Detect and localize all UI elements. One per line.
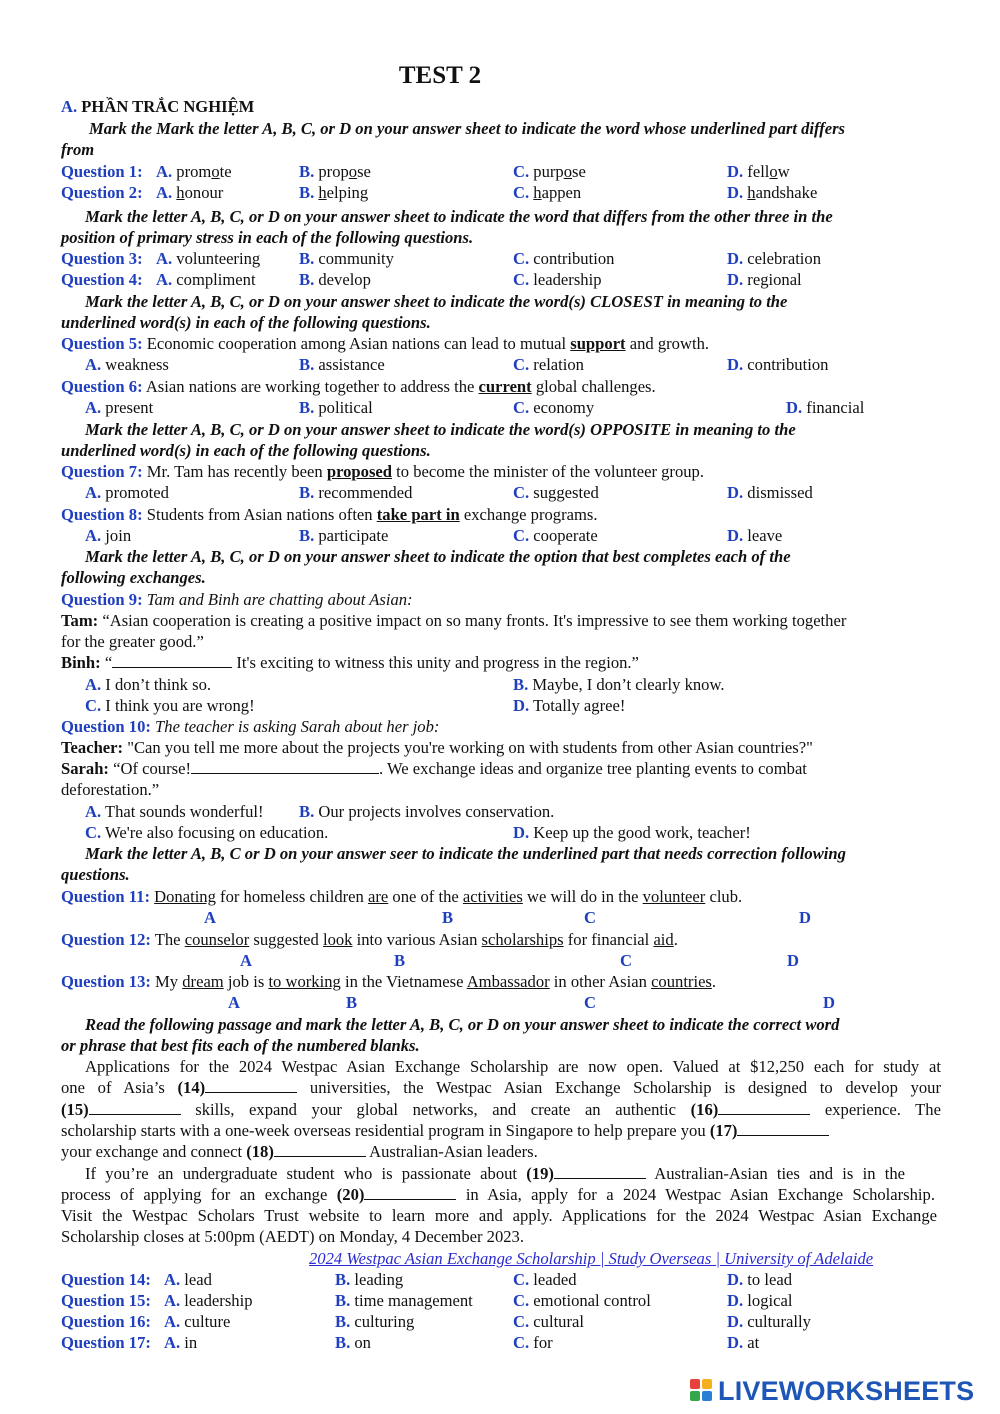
question-14 — [61, 1269, 941, 1290]
letter-d[interactable]: D — [823, 993, 835, 1012]
underlined-part-d[interactable]: aid — [653, 930, 674, 949]
underlined-part-b[interactable]: to working — [268, 972, 341, 991]
option-a[interactable]: A. culture — [164, 1312, 231, 1331]
instruction-exchange: Mark the letter A, B, C, or D on your answer sheet to indicate the option that best completes each of the — [85, 547, 791, 566]
option-d[interactable]: D. contribution — [727, 355, 829, 374]
question-6-options — [61, 397, 941, 418]
option-a[interactable]: A. promote — [156, 162, 232, 181]
question-9-options-row1 — [61, 674, 941, 695]
passage-line: (15) skills, expand your global networks, and create an authentic (16) experience. The — [61, 1100, 941, 1119]
option-b[interactable]: B. political — [299, 398, 373, 417]
question-10-options-row1 — [61, 801, 941, 822]
instruction-error: Mark the letter A, B, C or D on your answer seer to indicate the underlined part that needs correction following — [85, 844, 846, 863]
option-c[interactable]: C. purpose — [513, 162, 586, 181]
letter-b[interactable]: B — [394, 951, 406, 970]
option-b[interactable]: B. helping — [299, 183, 369, 202]
option-d[interactable]: D. Totally agree! — [513, 696, 626, 715]
passage-line: your exchange and connect (18) Australian-Asian leaders. — [61, 1142, 538, 1161]
instruction-closest: Mark the letter A, B, C, or D on your answer sheet to indicate the word(s) CLOSEST in meaning to the — [85, 292, 788, 311]
question-8-options — [61, 525, 941, 546]
option-d[interactable]: D. fellow — [727, 162, 790, 181]
question-label: Question 4: — [61, 270, 143, 289]
question-10-stem: Question 10: The teacher is asking Sarah about her job: — [61, 717, 440, 736]
option-b[interactable]: B. develop — [299, 270, 371, 289]
option-d[interactable]: D. financial — [786, 398, 865, 417]
option-d[interactable]: D. dismissed — [727, 483, 813, 502]
option-a[interactable]: A. promoted — [85, 483, 169, 502]
instruction-passage: Read the following passage and mark the letter A, B, C, or D on your answer sheet to indicate the correct word — [85, 1015, 840, 1034]
underlined-part-c[interactable]: scholarships — [481, 930, 564, 949]
blank-19[interactable] — [554, 1163, 646, 1179]
question-11-stem: Question 11: Donating for homeless children are one of the activities we will do in the volunteer club. — [61, 887, 743, 906]
page-title: TEST 2 — [398, 62, 482, 89]
question-13-letters — [61, 992, 941, 1013]
option-b[interactable]: B. leading — [335, 1270, 404, 1289]
option-c[interactable]: C. leadership — [513, 270, 602, 289]
question-6-stem: Question 6: Asian nations are working together to address the current global challenges. — [61, 377, 656, 396]
letter-d[interactable]: D — [799, 908, 811, 927]
option-a[interactable]: A. honour — [156, 183, 224, 202]
option-d[interactable]: D. to lead — [727, 1270, 792, 1289]
instruction-pronunciation: Mark the Mark the letter A, B, C, or D on your answer sheet to indicate the word whose underlined part differs — [89, 119, 846, 138]
option-d[interactable]: D. culturally — [727, 1312, 811, 1331]
question-4 — [61, 269, 941, 290]
answer-blank[interactable] — [112, 652, 232, 668]
letter-a[interactable]: A — [228, 993, 240, 1012]
option-a[interactable]: A. That sounds wonderful! — [85, 802, 264, 821]
logo-text: LIVEWORKSHEETS — [718, 1375, 975, 1406]
instruction-passage-cont: or phrase that best fits each of the numbered blanks. — [61, 1036, 420, 1055]
option-a[interactable]: A. volunteering — [156, 249, 261, 268]
option-a[interactable]: A. join — [85, 526, 132, 545]
blank-17[interactable] — [737, 1120, 829, 1136]
option-b[interactable]: B. propose — [299, 162, 371, 181]
question-label: Question 16: — [61, 1312, 151, 1331]
passage-line: process of applying for an exchange (20) in Asia, apply for a 2024 Westpac Asian Exchange Scholarship. — [61, 1185, 935, 1204]
passage-line: Applications for the 2024 Westpac Asian Exchange Scholarship are now open. Valued at $12,250 each for study at — [85, 1057, 941, 1076]
underlined-part-a[interactable]: Donating — [154, 887, 216, 906]
underlined-part-c[interactable]: Ambassador — [466, 972, 550, 991]
key-word: take part in — [376, 505, 460, 524]
letter-c[interactable]: C — [584, 993, 596, 1012]
option-c[interactable]: C. relation — [513, 355, 584, 374]
option-a[interactable]: A. in — [164, 1333, 198, 1352]
instruction-stress-cont: position of primary stress in each of the following questions. — [61, 228, 474, 247]
letter-a[interactable]: A — [240, 951, 252, 970]
blank-16[interactable] — [718, 1099, 810, 1115]
option-c[interactable]: C. cultural — [513, 1312, 584, 1331]
question-7-stem: Question 7: Mr. Tam has recently been proposed to become the minister of the volunteer group. — [61, 462, 704, 481]
key-word: support — [570, 334, 626, 353]
option-c[interactable]: C. suggested — [513, 483, 599, 502]
question-label: Question 3: — [61, 249, 143, 268]
question-11-letters — [61, 907, 941, 928]
option-c[interactable]: C. happen — [513, 183, 582, 202]
question-8-stem: Question 8: Students from Asian nations often take part in exchange programs. — [61, 505, 598, 524]
option-a[interactable]: A. I don’t think so. — [85, 675, 212, 694]
passage-line: If you’re an undergraduate student who is passionate about (19) Australian-Asian ties and is in the — [85, 1164, 906, 1183]
underlined-part-b[interactable]: are — [367, 887, 389, 906]
blank-15[interactable] — [89, 1099, 181, 1115]
question-13-stem: Question 13: My dream job is to working in the Vietnamese Ambassador in other Asian countries. — [61, 972, 717, 991]
question-2 — [61, 182, 941, 203]
dialogue-sarah-cont: deforestation.” — [61, 780, 160, 799]
dialogue-sarah: Sarah: “Of course! . We exchange ideas and organize tree planting events to combat — [61, 759, 807, 778]
question-1 — [61, 161, 941, 182]
question-label: Question 15: — [61, 1291, 151, 1310]
option-a[interactable]: A. lead — [164, 1270, 212, 1289]
underlined-part-c[interactable]: activities — [462, 887, 523, 906]
blank-20[interactable] — [364, 1184, 456, 1200]
option-a[interactable]: A. weakness — [85, 355, 169, 374]
underlined-part-a[interactable]: counselor — [184, 930, 250, 949]
instruction-opposite-cont: underlined word(s) in each of the following questions. — [61, 441, 431, 460]
blank-18[interactable] — [274, 1141, 366, 1157]
option-b[interactable]: B. on — [335, 1333, 371, 1352]
dialogue-tam: Tam: “Asian cooperation is creating a positive impact on so many fronts. It's impressive to see them working together — [61, 611, 847, 630]
option-d[interactable]: D. leave — [727, 526, 783, 545]
key-word: proposed — [326, 462, 393, 481]
option-c[interactable]: C. economy — [513, 398, 595, 417]
instruction-opposite: Mark the letter A, B, C, or D on your answer sheet to indicate the word(s) OPPOSITE in meaning to the — [85, 420, 796, 439]
option-d[interactable]: D. Keep up the good work, teacher! — [513, 823, 751, 842]
option-a[interactable]: A. present — [85, 398, 154, 417]
underlined-part-d[interactable]: volunteer — [642, 887, 706, 906]
option-d[interactable]: D. handshake — [727, 183, 818, 202]
question-17 — [61, 1332, 941, 1353]
instruction-exchange-cont: following exchanges. — [61, 568, 206, 587]
question-16 — [61, 1311, 941, 1332]
option-b[interactable]: B. Maybe, I don’t clearly know. — [513, 675, 725, 694]
question-label: Question 17: — [61, 1333, 151, 1352]
dialogue-tam-cont: for the greater good.” — [61, 632, 204, 651]
underlined-part-b[interactable]: look — [322, 930, 353, 949]
passage-line: one of Asia’s (14) universities, the Westpac Asian Exchange Scholarship is designed to develop your — [61, 1078, 942, 1097]
question-5-options — [61, 354, 941, 375]
passage-line: Visit the Westpac Scholars Trust website to learn more and apply. Applications for the 2024 Westpac Asian Exchange — [61, 1206, 937, 1225]
key-word: current — [478, 377, 532, 396]
option-a[interactable]: A. compliment — [156, 270, 256, 289]
option-b[interactable]: B. time management — [335, 1291, 473, 1310]
question-10-options-row2 — [61, 822, 941, 843]
question-7-options — [61, 482, 941, 503]
option-c[interactable]: C. leaded — [513, 1270, 577, 1289]
option-b[interactable]: B. recommended — [299, 483, 413, 502]
liveworksheets-logo — [690, 1376, 974, 1406]
option-b[interactable]: B. assistance — [299, 355, 385, 374]
option-b[interactable]: B. participate — [299, 526, 389, 545]
question-label: Question 1: — [61, 162, 143, 181]
logo-grid-icon — [690, 1379, 714, 1403]
option-d[interactable]: D. celebration — [727, 249, 822, 268]
letter-c[interactable]: C — [620, 951, 632, 970]
option-c[interactable]: C. cooperate — [513, 526, 598, 545]
option-c[interactable]: C. I think you are wrong! — [85, 696, 255, 715]
passage-line: scholarship starts with a one-week overseas residential program in Singapore to help prepare you (17) — [61, 1120, 941, 1141]
letter-c[interactable]: C — [584, 908, 596, 927]
answer-blank[interactable] — [191, 758, 379, 774]
passage-line: Scholarship closes at 5:00pm (AEDT) on Monday, 4 December 2023. — [61, 1227, 524, 1246]
question-3 — [61, 248, 941, 269]
option-b[interactable]: B. community — [299, 249, 394, 268]
dialogue-binh: Binh: “ It's exciting to witness this unity and progress in the region.” — [61, 653, 639, 672]
letter-d[interactable]: D — [787, 951, 799, 970]
option-c[interactable]: C. emotional control — [513, 1291, 651, 1310]
question-12-letters — [61, 950, 941, 971]
question-15 — [61, 1290, 941, 1311]
instruction-error-cont: questions. — [61, 865, 130, 884]
blank-14[interactable] — [205, 1077, 297, 1093]
question-5-stem: Question 5: Economic cooperation among Asian nations can lead to mutual support and growth. — [61, 334, 710, 353]
letter-b[interactable]: B — [346, 993, 358, 1012]
dialogue-teacher: Teacher: "Can you tell me more about the projects you're working on with students from other Asian countries?" — [61, 738, 813, 757]
option-d[interactable]: D. at — [727, 1333, 760, 1352]
option-d[interactable]: D. logical — [727, 1291, 793, 1310]
question-9-options-row2 — [61, 695, 941, 716]
letter-b[interactable]: B — [442, 908, 454, 927]
question-9-stem: Question 9: Tam and Binh are chatting about Asian: — [61, 590, 413, 609]
option-c[interactable]: C. contribution — [513, 249, 615, 268]
option-c[interactable]: C. We're also focusing on education. — [85, 823, 329, 842]
option-b[interactable]: B. Our projects involves conservation. — [299, 802, 555, 821]
option-d[interactable]: D. regional — [727, 270, 802, 289]
option-c[interactable]: C. for — [513, 1333, 553, 1352]
option-b[interactable]: B. culturing — [335, 1312, 415, 1331]
section-heading: A. PHẦN TRẮC NGHIỆM — [61, 97, 255, 116]
option-a[interactable]: A. leadership — [164, 1291, 253, 1310]
underlined-part-d[interactable]: countries — [651, 972, 712, 991]
source-link[interactable]: 2024 Westpac Asian Exchange Scholarship | Study Overseas | University of Adelaide — [309, 1249, 874, 1268]
question-label: Question 14: — [61, 1270, 151, 1289]
underlined-part-a[interactable]: dream — [182, 972, 224, 991]
instruction-closest-cont: underlined word(s) in each of the following questions. — [61, 313, 431, 332]
instruction-stress: Mark the letter A, B, C, or D on your answer sheet to indicate the word that differs from the other three in the — [85, 207, 833, 226]
question-label: Question 2: — [61, 183, 143, 202]
question-12-stem: Question 12: The counselor suggested look into various Asian scholarships for financial aid. — [61, 930, 678, 949]
letter-a[interactable]: A — [204, 908, 216, 927]
instruction-pronunciation-cont: from — [61, 140, 95, 159]
